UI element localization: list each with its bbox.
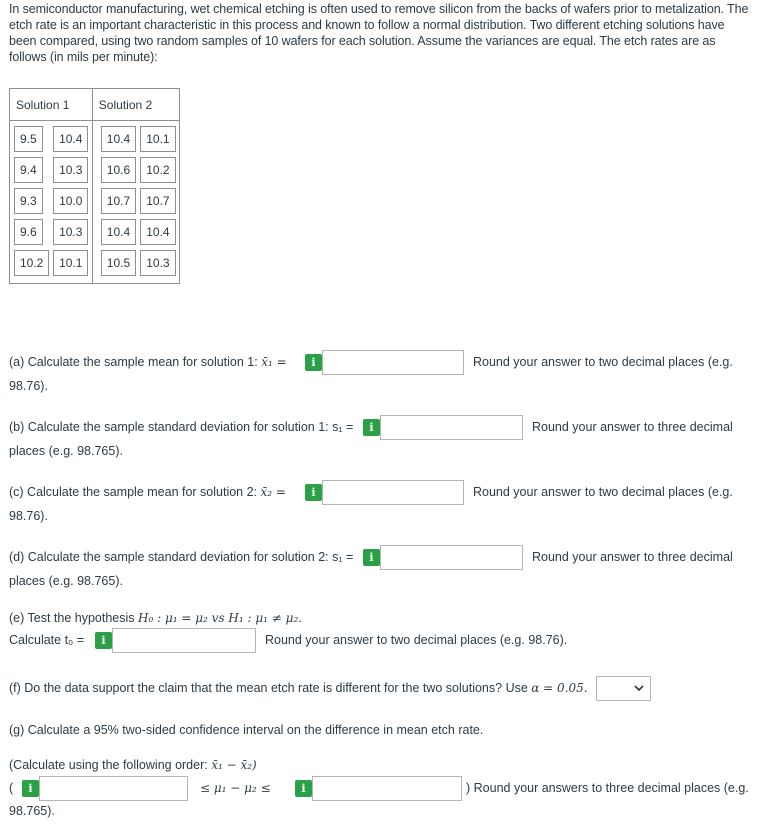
- table-cell: 10.4: [53, 126, 88, 152]
- table-cell: 10.3: [140, 250, 175, 276]
- question-d-hint: Round your answer to three decimal: [532, 550, 733, 564]
- question-g-label: (g) Calculate a 95% two-sided confidence interval on the difference in mean etch rate.: [9, 723, 484, 737]
- open-paren: (: [9, 781, 14, 795]
- table-cell: 10.3: [53, 219, 88, 245]
- table-cell: 9.3: [14, 188, 43, 214]
- question-g-order: (Calculate using the following order: x̄₁ − x̄₂): [9, 758, 257, 772]
- alpha-expr: α = 0.05.: [531, 681, 588, 695]
- question-b-hint-cont: places (e.g. 98.765).: [9, 444, 123, 458]
- question-a-label: (a) Calculate the sample mean for solution 1: x̄₁ =: [9, 355, 287, 369]
- chevron-down-icon: [634, 681, 644, 698]
- question-c-hint-cont: 98.76).: [9, 509, 48, 523]
- table-row: [10, 126, 180, 152]
- problem-intro: In semiconductor manufacturing, wet chemical etching is often used to remove silicon from the backs of wafers prior to metalization. The etch rate is an important characteristic in this process and known to follow a normal distribution. Two different etching solutions have been compared, using two random samples of 10 wafers for each solution. Assume the variances are equal. The etch rates are as follows (in mils per minute):: [9, 2, 749, 64]
- table-cell: 10.3: [53, 157, 88, 183]
- question-f-label: (f) Do the data support the claim that the mean etch rate is different for the two solutions? Use α = 0.05.: [9, 681, 588, 695]
- info-icon[interactable]: i: [22, 780, 39, 797]
- info-icon[interactable]: i: [305, 354, 322, 371]
- hypothesis-expr: H₀ : μ₁ = μ₂ vs H₁ : μ₁ ≠ μ₂.: [138, 611, 303, 625]
- table-cell: 10.6: [101, 157, 136, 183]
- table-cell: 10.1: [53, 250, 88, 276]
- info-icon[interactable]: i: [95, 632, 112, 649]
- table-cell: 9.4: [14, 157, 43, 183]
- question-c-label: (c) Calculate the sample mean for solution 2: x̄₂ =: [9, 485, 286, 499]
- table-cell: 10.2: [140, 157, 175, 183]
- answer-e-input[interactable]: [112, 628, 256, 653]
- question-a-hint-cont: 98.76).: [9, 379, 48, 393]
- info-icon[interactable]: i: [363, 549, 380, 566]
- header-solution-2: Solution 2: [92, 89, 179, 121]
- table-row: [10, 157, 180, 183]
- interval-middle: ≤ μ₁ − μ₂ ≤: [200, 781, 271, 795]
- table-row: [10, 188, 180, 214]
- table-cell: 10.4: [101, 219, 136, 245]
- question-g-hint-cont: 98.765).: [9, 804, 55, 818]
- table-cell: 10.5: [101, 250, 136, 276]
- question-d-label: (d) Calculate the sample standard deviation for solution 2: s₁ =: [9, 550, 354, 564]
- xbar2-symbol: x̄₂ =: [260, 485, 286, 499]
- answer-b-input[interactable]: [380, 415, 523, 440]
- question-c-hint: Round your answer to two decimal places (e.g.: [473, 485, 733, 499]
- table-cell: 10.4: [101, 126, 136, 152]
- question-g-hint: ) Round your answers to three decimal places (e.g.: [466, 781, 749, 795]
- question-e-label: (e) Test the hypothesis H₀ : μ₁ = μ₂ vs H₁ : μ₁ ≠ μ₂.: [9, 611, 303, 625]
- question-a-hint: Round your answer to two decimal places (e.g.: [473, 355, 733, 369]
- question-e-calc-label: Calculate t₀ =: [9, 633, 85, 647]
- answer-g-upper-input[interactable]: [312, 776, 462, 801]
- table-row: [10, 250, 180, 276]
- question-b-hint: Round your answer to three decimal: [532, 420, 733, 434]
- table-cell: 9.5: [14, 126, 43, 152]
- table-cell: 10.4: [140, 219, 175, 245]
- answer-f-select[interactable]: [596, 676, 651, 701]
- table-cell: 10.1: [140, 126, 175, 152]
- xbar1-symbol: x̄₁ =: [261, 355, 287, 369]
- answer-d-input[interactable]: [380, 545, 523, 570]
- table-row: [10, 219, 180, 245]
- info-icon[interactable]: i: [363, 419, 380, 436]
- table-cell: 10.0: [53, 188, 88, 214]
- question-d-hint-cont: places (e.g. 98.765).: [9, 574, 123, 588]
- info-icon[interactable]: i: [295, 780, 312, 797]
- question-b-label: (b) Calculate the sample standard deviation for solution 1: s₁ =: [9, 420, 354, 434]
- question-e-hint: Round your answer to two decimal places (e.g. 98.76).: [265, 633, 568, 647]
- answer-a-input[interactable]: [322, 350, 464, 375]
- order-expr: x̄₁ − x̄₂): [211, 758, 257, 772]
- answer-c-input[interactable]: [322, 480, 464, 505]
- table-cell: 10.7: [101, 188, 136, 214]
- info-icon[interactable]: i: [305, 484, 322, 501]
- answer-g-lower-input[interactable]: [39, 776, 188, 801]
- table-cell: 9.6: [14, 219, 43, 245]
- table-header-row: [10, 89, 180, 121]
- table-cell: 10.2: [14, 250, 49, 276]
- etch-rate-table: [9, 88, 180, 284]
- header-solution-1: Solution 1: [10, 89, 93, 121]
- table-cell: 10.7: [140, 188, 175, 214]
